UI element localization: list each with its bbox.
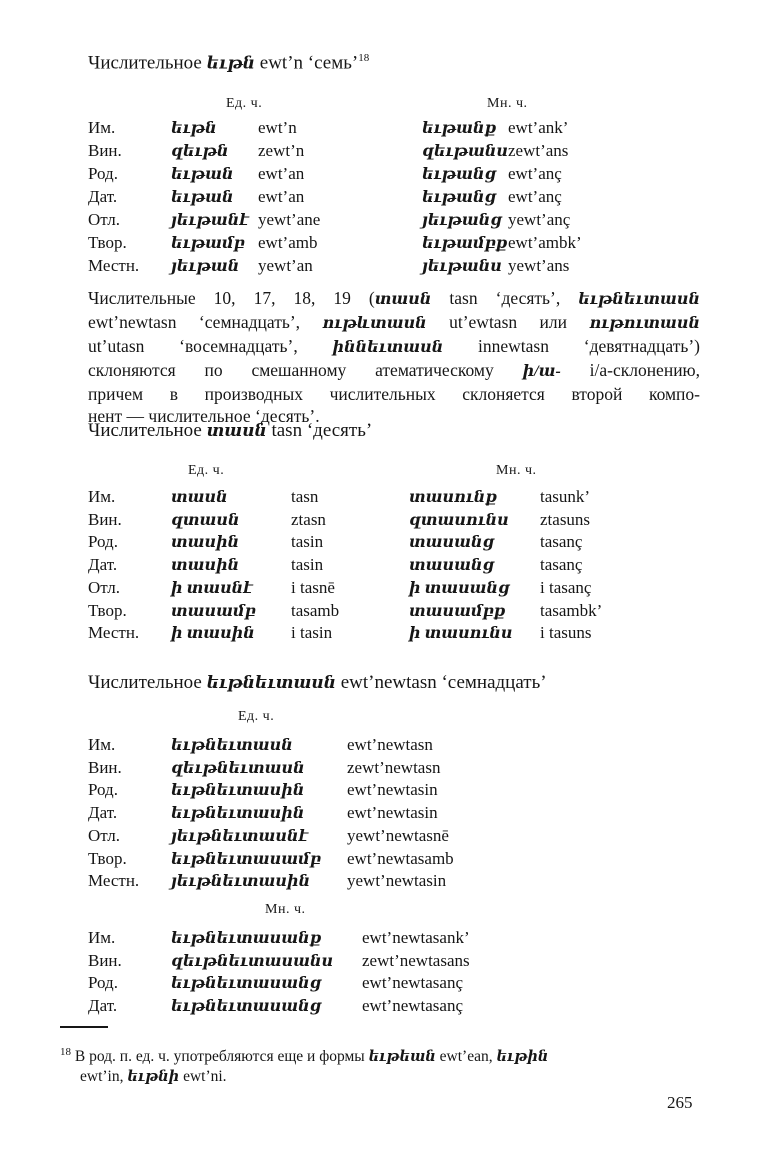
transliteration: ewt’newtasanç: [362, 973, 464, 993]
armenian-form: եւթան: [171, 166, 234, 183]
paragraph: [88, 287, 700, 427]
sg-header: Ед. ч.: [238, 709, 275, 724]
armenian-form: տասին: [171, 534, 240, 552]
armenian-form: տասամբք: [409, 602, 506, 620]
case-label: Дат.: [88, 187, 118, 206]
transliteration: tasambk’: [540, 600, 603, 620]
case-label: Род.: [88, 532, 118, 552]
armenian-form: զտասն: [171, 511, 240, 529]
transliteration: i tasanç: [540, 577, 592, 597]
paragraph-line: [88, 335, 700, 359]
armenian-form: եւթանք: [422, 120, 497, 137]
armenian-word: եւթնեւտասն: [578, 291, 701, 308]
footnote-line-2: [60, 1067, 700, 1087]
case-label: Вин.: [88, 757, 122, 777]
armenian-form: եւթամբք: [422, 235, 508, 252]
pl-header: Мн. ч.: [265, 902, 306, 917]
armenian-word: եւթեան: [368, 1049, 436, 1066]
case-label: Местн.: [88, 256, 140, 275]
transliteration: ewt’an: [258, 187, 305, 206]
case-label: Дат.: [88, 803, 118, 823]
armenian-form: եւթնեւտասանց: [171, 975, 322, 993]
armenian-word: իննեւտասն: [332, 339, 444, 356]
footnote-number: 18: [60, 1046, 71, 1058]
transliteration: yewt’ane: [258, 210, 321, 229]
armenian-word: ի/ա-: [522, 363, 561, 380]
armenian-word: եւթին: [496, 1049, 549, 1066]
armenian-form: զեւթնեւտասն: [171, 759, 305, 777]
transliteration: ewt’an: [258, 164, 305, 183]
armenian-form: տասանց: [409, 557, 494, 575]
armenian-form: յեւթանց: [422, 212, 502, 229]
heading-gloss: ‘семь’: [307, 52, 359, 74]
footnote-rule: [60, 1026, 108, 1028]
case-label: Отл.: [88, 825, 121, 845]
case-label: Вин.: [88, 141, 122, 160]
paragraph-line: [88, 311, 700, 335]
text-run: Числительные 10, 17, 18, 19 (: [88, 288, 375, 308]
page-number: 265: [667, 1093, 693, 1112]
armenian-form: եւթնեւտասանց: [171, 998, 322, 1016]
armenian-form: եւթնեւտասին: [171, 782, 305, 800]
transliteration: ewt’newtasamb: [347, 848, 454, 868]
armenian-form: եւթանց: [422, 189, 496, 206]
armenian-form: եւթնեւտասամբ: [171, 850, 321, 868]
text-run: причем в производных числительных склоняется второй компо-: [88, 384, 700, 404]
transliteration: zewt’newtasn: [347, 757, 441, 777]
armenian-form: ի տասունս: [409, 625, 513, 643]
paragraph-line: [88, 359, 700, 383]
transliteration: tasamb: [291, 600, 340, 620]
transliteration: yewt’ans: [508, 256, 570, 275]
transliteration: ewt’anç: [508, 187, 562, 206]
transliteration: i tasin: [291, 623, 333, 643]
transliteration: tasunk’: [540, 487, 591, 506]
heading-translit: ewt’n: [259, 52, 304, 74]
heading-translit: tasn: [271, 420, 303, 441]
transliteration: yewt’an: [258, 256, 313, 275]
armenian-form: տասանց: [409, 534, 494, 552]
transliteration: zewt’ans: [508, 141, 569, 160]
armenian-form: տասամբ: [171, 602, 256, 620]
transliteration: ewt’newtasin: [347, 780, 438, 800]
transliteration: tasin: [291, 555, 324, 575]
armenian-form: ի տասանց: [409, 579, 510, 597]
transliteration: ewt’ambk’: [508, 233, 582, 252]
transliteration: ewt’newtasin: [347, 803, 438, 823]
section1-heading: [88, 52, 369, 74]
text-run: ut’utasn ‘восемнадцать’,: [88, 336, 333, 356]
case-label: Местн.: [88, 871, 140, 891]
case-label: Род.: [88, 973, 118, 993]
transliteration: tasin: [291, 532, 324, 552]
armenian-word: ութևտասն: [322, 315, 427, 332]
case-label: Им.: [88, 928, 116, 947]
footnote: [60, 1042, 700, 1087]
armenian-word: եւթնի: [127, 1069, 180, 1086]
section3-heading: [88, 672, 547, 694]
text-run: innewtasn ‘девятнадцать’): [443, 336, 700, 356]
case-label: Твор.: [88, 848, 127, 868]
text-run: ewt’newtasn ‘семнадцать’,: [88, 312, 323, 332]
text-run: ewt’ean,: [435, 1048, 497, 1066]
transliteration: ewt’n: [258, 118, 297, 137]
case-label: Им.: [88, 487, 116, 506]
transliteration: yewt’newtasnē: [347, 825, 449, 845]
case-label: Отл.: [88, 577, 121, 597]
footnote-ref: 18: [358, 52, 370, 64]
armenian-form: զեւթնեւտասանս: [171, 952, 334, 970]
transliteration: ewt’ank’: [508, 118, 569, 137]
transliteration: ewt’newtasanç: [362, 996, 464, 1016]
heading-label: Числительное: [88, 672, 202, 693]
heading-gloss: ‘десять’: [306, 420, 373, 441]
pl-header: Мн. ч.: [496, 463, 537, 478]
armenian-form: յեւթնեւտասնէ: [171, 827, 309, 845]
transliteration: i tasuns: [540, 623, 592, 643]
text-run: нент — числительное ‘десять’.: [88, 406, 320, 426]
case-label: Род.: [88, 780, 118, 800]
armenian-form: տասունք: [409, 489, 498, 506]
case-label: Местн.: [88, 623, 140, 643]
armenian-form: զեւթանս: [422, 143, 508, 160]
transliteration: tasanç: [540, 555, 583, 575]
armenian-form: զտասունս: [409, 511, 509, 529]
heading-label: Числительное: [88, 420, 202, 441]
sg-header: Ед. ч.: [226, 96, 263, 111]
paragraph-line: [88, 287, 700, 311]
heading-gloss: ‘семнадцать’: [441, 672, 547, 693]
case-label: Вин.: [88, 509, 122, 529]
case-label: Твор.: [88, 600, 127, 620]
transliteration: tasn: [291, 487, 319, 506]
transliteration: ztasn: [291, 509, 326, 529]
case-label: Твор.: [88, 233, 127, 252]
sg-header: Ед. ч.: [188, 463, 225, 478]
text-run: склоняются по смешанному атематическому: [88, 360, 523, 380]
armenian-form: եւթնեւտասն: [171, 737, 293, 754]
transliteration: zewt’n: [258, 141, 305, 160]
transliteration: ztasuns: [540, 509, 591, 529]
armenian-form: յեւթնեւտասին: [171, 873, 311, 891]
text-run: ewt’ni.: [179, 1068, 227, 1086]
armenian-form: զեւթն: [171, 143, 229, 160]
transliteration: tasanç: [540, 532, 583, 552]
transliteration: ewt’anç: [508, 164, 562, 183]
case-label: Род.: [88, 164, 118, 183]
armenian-form: եւթանց: [422, 166, 496, 183]
transliteration: i tasnē: [291, 577, 335, 597]
armenian-form: տասին: [171, 557, 240, 575]
case-label: Дат.: [88, 996, 118, 1016]
case-label: Им.: [88, 735, 116, 754]
armenian-form: եւթամբ: [171, 235, 245, 252]
text-run: В род. п. ед. ч. употребляются еще и формы: [71, 1048, 369, 1066]
paragraph-line: [88, 383, 700, 405]
heading-translit: ewt’newtasn: [340, 672, 437, 693]
transliteration: yewt’anç: [508, 210, 571, 229]
case-label: Отл.: [88, 210, 121, 229]
armenian-word: ութուտասն: [589, 315, 700, 332]
text-run: tasn ‘десять’,: [431, 288, 579, 308]
armenian-form: եւթան: [171, 189, 234, 206]
text-run: ut’ewtasn или: [426, 312, 590, 332]
armenian-form: յեւթան: [171, 258, 240, 275]
transliteration: yewt’newtasin: [347, 871, 447, 891]
text-run: ewt’in,: [80, 1068, 128, 1086]
armenian-form: յեւթանէ: [171, 212, 249, 229]
section2-heading: [88, 420, 372, 442]
text-run: i/a-склонению,: [560, 360, 701, 380]
armenian-form: ի տասնէ: [171, 579, 253, 597]
heading-armenian: տասն: [206, 421, 267, 440]
footnote-line-1: [60, 1042, 700, 1067]
armenian-word: տասն: [374, 291, 432, 308]
case-label: Вин.: [88, 950, 122, 970]
case-label: Дат.: [88, 555, 118, 575]
pl-header: Мн. ч.: [487, 96, 528, 111]
transliteration: ewt’newtasn: [347, 735, 433, 754]
heading-armenian: եւթն: [206, 53, 256, 73]
armenian-form: ի տասին: [171, 625, 255, 643]
armenian-form: տասն: [171, 489, 228, 506]
armenian-form: եւթն: [171, 120, 217, 137]
heading-label: Числительное: [88, 52, 202, 74]
heading-armenian: եւթնեւտասն: [206, 673, 336, 692]
armenian-form: եւթնեւտասանք: [171, 930, 322, 947]
case-label: Им.: [88, 118, 116, 137]
transliteration: zewt’newtasans: [362, 950, 470, 970]
armenian-form: յեւթանս: [422, 258, 502, 275]
transliteration: ewt’amb: [258, 233, 318, 252]
armenian-form: եւթնեւտասին: [171, 805, 305, 823]
transliteration: ewt’newtasank’: [362, 928, 470, 947]
